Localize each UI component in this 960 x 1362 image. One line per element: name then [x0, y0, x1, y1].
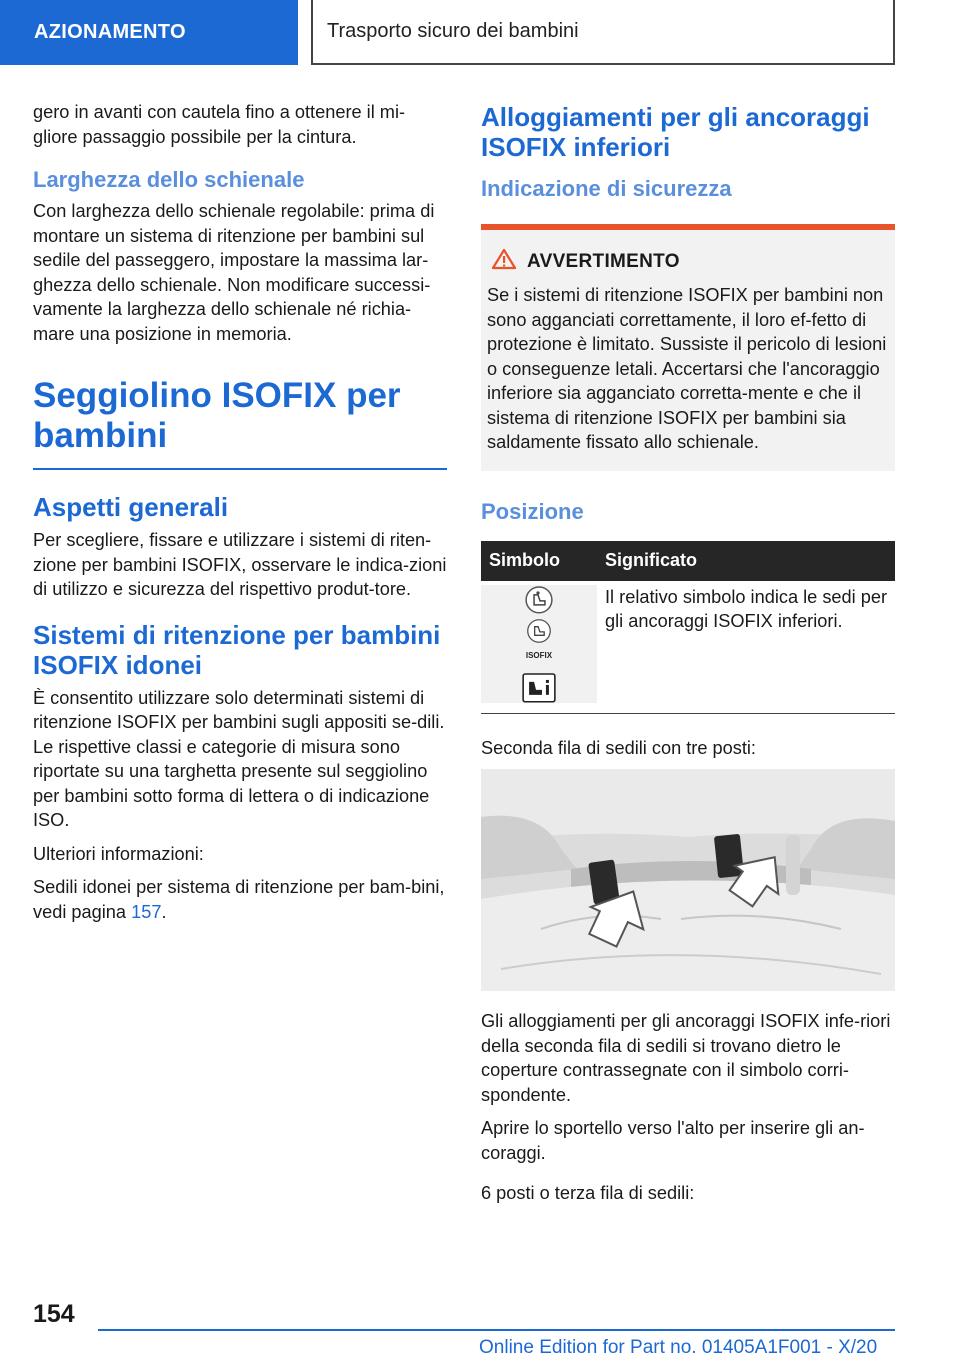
- isofix-label: ISOFIX: [525, 651, 553, 661]
- page-number: 154: [33, 1300, 75, 1328]
- open-cover-text: Aprire lo sportello verso l'alto per inserire gli an-coraggi.: [481, 1118, 865, 1163]
- anchor-location-text: Gli alloggiamenti per gli ancoraggi ISOFIX infe-riori della seconda fila di sedili si trovano dietro le coperture contrassegnate con il simbolo corri-spondente.: [481, 1011, 891, 1105]
- backrest-paragraph: Con larghezza dello schienale regolabile: prima di montare un sistema di ritenzione per bambini sul sedile del passeggero, impostare la massima lar-ghezza dello schienale. Non modificare successi-vamente la larghezza dello schienale né richia-mare una posizione in memoria.: [33, 201, 435, 344]
- warning-header: [491, 248, 889, 275]
- seats-reference: [33, 875, 447, 924]
- general-heading: Aspetti generali: [33, 492, 229, 522]
- suitable-heading: Sistemi di ritenzione per bambini ISOFIX idonei: [33, 619, 441, 680]
- warning-box: [481, 224, 895, 471]
- meaning-cell: Il relativo simbolo indica le sedi per gli ancoraggi ISOFIX inferiori.: [605, 586, 888, 631]
- symbol-cell: [481, 581, 597, 703]
- suitable-paragraph: È consentito utilizzare solo determinati sistemi di ritenzione ISOFIX per bambini sugli appositi se-dili. Le rispettive classi e categorie di misura sono riportate su una targhetta presente sul seggiolino per bambini sotto forma di lettera o di indicazione ISO.: [33, 687, 445, 830]
- rear-seat-photo: [481, 769, 895, 991]
- table-header-meaning: Significato: [597, 541, 895, 581]
- right-column: [481, 100, 895, 1215]
- child-seat-round-icon: [524, 585, 554, 615]
- chapter-title: Trasporto sicuro dei bambini: [311, 0, 895, 65]
- isofix-info-icon: [522, 673, 556, 703]
- intro-paragraph: gero in avanti con cautela fino a ottenere il mi-gliore passaggio possibile per la cintura.: [33, 102, 406, 147]
- table-header-symbol: Simbolo: [481, 541, 597, 581]
- isofix-symbols: [481, 585, 597, 703]
- footer-divider: [98, 1329, 895, 1331]
- warning-title: AVVERTIMENTO: [527, 250, 680, 272]
- table-divider: [481, 703, 895, 714]
- position-heading: Posizione: [481, 498, 584, 524]
- third-row-caption: 6 posti o terza fila di sedili:: [481, 1183, 695, 1203]
- main-heading: Seggiolino ISOFIX per bambini: [33, 376, 447, 470]
- safety-heading: Indicazione di sicurezza: [481, 176, 732, 201]
- warning-triangle-icon: [491, 248, 517, 275]
- second-row-caption: Seconda fila di sedili con tre posti:: [481, 737, 756, 758]
- seats-reference-text: Sedili idonei per sistema di ritenzione per bam-bini, vedi pagina: [33, 877, 445, 922]
- section-tab[interactable]: AZIONAMENTO: [0, 0, 298, 65]
- table-row: [481, 581, 895, 703]
- lower-anchor-heading: Alloggiamenti per gli ancoraggi ISOFIX inferiori: [481, 102, 870, 162]
- period: .: [161, 901, 167, 922]
- backrest-heading: Larghezza dello schienale: [33, 167, 305, 192]
- isofix-label-icon: [526, 618, 552, 669]
- footer-edition: Online Edition for Part no. 01405A1F001 - X/20: [479, 1337, 878, 1358]
- more-info: Ulteriori informazioni:: [33, 843, 204, 864]
- page-link[interactable]: 157: [131, 901, 162, 922]
- symbol-table: [481, 541, 895, 703]
- warning-text: Se i sistemi di ritenzione ISOFIX per bambini non sono agganciati correttamente, il loro ef-fetto di protezione è limitato. Sussiste il pericolo di lesioni o conseguenze letali. Accertarsi che l'ancoraggio inferiore sia agganciato corretta-mente e che il sistema di ritenzione ISOFIX per bambini sia saldamente fissato allo schienale.: [487, 285, 887, 452]
- general-paragraph: Per scegliere, fissare e utilizzare i sistemi di riten-zione per bambini ISOFIX, osservare le indica-zioni di utilizzo e sicurezza del rispettivo produt-tore.: [33, 530, 447, 599]
- left-column: [33, 100, 447, 933]
